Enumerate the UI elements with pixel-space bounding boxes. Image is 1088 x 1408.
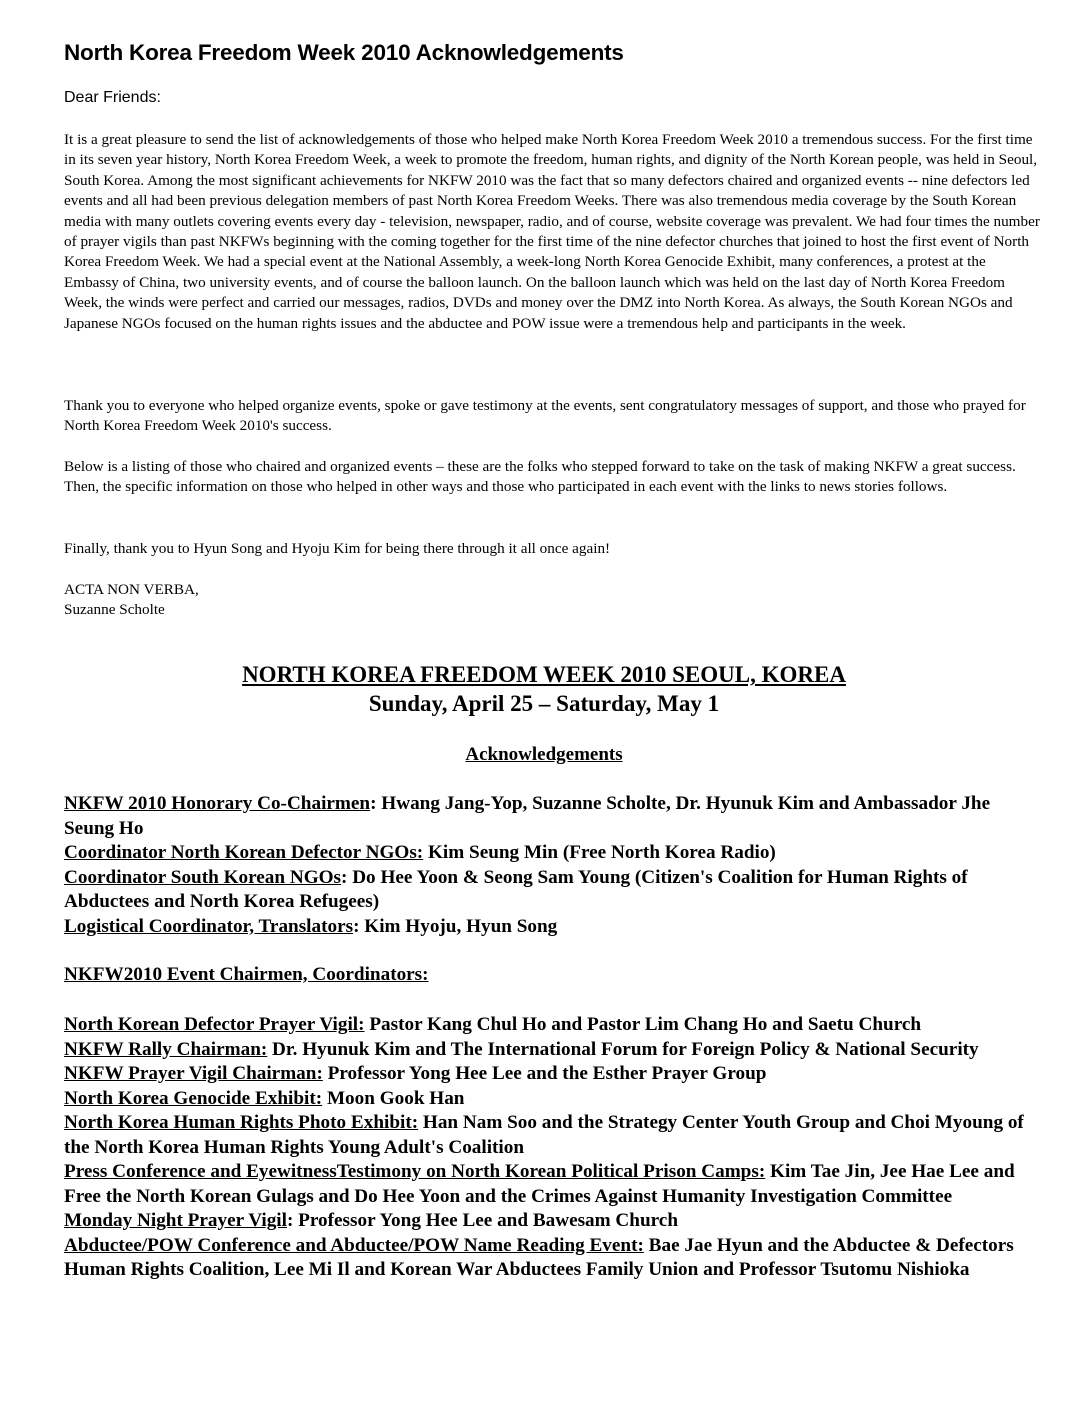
closing-phrase: ACTA NON VERBA, <box>64 581 199 598</box>
role-label: North Korea Human Rights Photo Exhibit: <box>64 1112 419 1133</box>
leadership-list <box>64 792 1044 939</box>
role-label: Press Conference and EyewitnessTestimony on North Korean Political Prison Camps: <box>64 1161 766 1182</box>
document-title: North Korea Freedom Week 2010 Acknowledgements <box>64 40 624 65</box>
role-label: Coordinator North Korean Defector NGOs: <box>64 842 424 863</box>
events-list <box>64 1013 1044 1283</box>
list-item: Logistical Coordinator, Translators: Kim Hyoju, Hyun Song <box>64 915 558 937</box>
list-item <box>64 1087 1044 1112</box>
role-label: Coordinator South Korean NGOs <box>64 866 342 888</box>
role-label: NKFW Prayer Vigil Chairman: <box>64 1063 323 1084</box>
role-names: Han Nam Soo and the Strategy Center Youth Group and Choi Myoung of the North Korea Human Rights Young Adult's Coalition <box>64 1112 1024 1158</box>
role-label: Monday Night Prayer Vigil <box>64 1210 287 1231</box>
role-names: Dr. Hyunuk Kim and The International Forum for Foreign Policy & National Security <box>272 1038 979 1060</box>
events-section-heading: NKFW2010 Event Chairmen, Coordinators: <box>64 964 429 985</box>
list-item <box>64 841 1044 866</box>
role-names: Kim Tae Jin, Jee Hae Lee and Free the North Korean Gulags and Do Hee Yoon and the Crimes Against Humanity Investigation Committee <box>64 1161 1015 1207</box>
role-names: Kim Hyoju, Hyun Song <box>364 915 558 937</box>
thanks-paragraph: Thank you to everyone who helped organize events, spoke or gave testimony at the events, sent congratulatory messages of support, and those who prayed for North Korea Freedom Week 2010's success. <box>64 397 1026 435</box>
intro-paragraph: It is a great pleasure to send the list of acknowledgements of those who helped make North Korea Freedom Week 2010 a tremendous success. For the first time in its seven year history, North Korea Freedom Week, a week to promote the freedom, human rights, and dignity of the North Korean people, was held in Seoul, South Korea. Among the most significant achievements for NKFW 2010 was the fact that so many defectors chaired and organized events -- nine defectors led events and all had been previous delegation members of past North Korea Freedom Weeks. There was also tremendous media coverage by the South Korean media with many outlets covering events every day - television, newspaper, radio, and of course, website coverage was prevalent. We had four times the number of prayer vigils than past NKFWs beginning with the coming together for the first time of the nine defector churches that joined to host the first event of North Korea Freedom Week. We had a special event at the National Assembly, a week-long North Korea Genocide Exhibit, many conferences, a protest at the Embassy of China, two university events, and of course the balloon launch. On the balloon launch which was held on the last day of North Korea Freedom Week, the winds were perfect and carried our messages, radios, DVDs and money over the DMZ into North Korea. As always, the South Korean NGOs and Japanese NGOs focused on the human rights issues and the abductee and POW issue were a tremendous help and participants in the week. <box>64 131 1040 332</box>
list-item <box>64 1013 1044 1038</box>
role-label: Abductee/POW Conference and Abductee/POW Name Reading Event: <box>64 1234 644 1256</box>
list-item <box>64 1062 1044 1087</box>
final-thanks-paragraph: Finally, thank you to Hyun Song and Hyoju Kim for being there through it all once again! <box>64 540 611 557</box>
role-names: Moon Gook Han <box>326 1087 465 1109</box>
role-names: Hwang Jang-Yop, Suzanne Scholte, Dr. Hyunuk Kim and Ambassador Jhe Seung Ho <box>64 793 991 839</box>
signature: Suzanne Scholte <box>64 601 165 619</box>
role-label: Logistical Coordinator, Translators <box>64 915 354 937</box>
role-names: Kim Seung Min (Free North Korea Radio) <box>427 842 776 863</box>
role-label: NKFW Rally Chairman: <box>64 1038 268 1060</box>
list-item <box>64 1111 1044 1160</box>
list-item <box>64 1160 1044 1209</box>
acknowledgements-heading: Acknowledgements <box>465 744 623 765</box>
signoff <box>64 580 199 621</box>
list-item <box>64 1234 1044 1283</box>
role-names: Professor Yong Hee Lee and the Esther Prayer Group <box>327 1063 767 1084</box>
role-label: NKFW 2010 Honorary Co-Chairmen <box>64 793 371 814</box>
greeting: Dear Friends: <box>64 89 161 106</box>
role-names: Do Hee Yoon & Seong Sam Young (Citizen's Coalition for Human Rights of Abductees and North Korea Refugees) <box>64 866 968 912</box>
event-dates: Sunday, April 25 – Saturday, May 1 <box>368 691 720 716</box>
list-item: Coordinator South Korean NGOs: Do Hee Yoon & Seong Sam Young (Citizen's Coalition for Human Rights of Abductees and North Korea Refugees) <box>64 866 968 912</box>
role-label: North Korea Genocide Exhibit: <box>64 1087 323 1109</box>
list-item: NKFW 2010 Honorary Co-Chairmen: Hwang Jang-Yop, Suzanne Scholte, Dr. Hyunuk Kim and Ambassador Jhe Seung Ho <box>64 793 991 839</box>
role-names: Bae Jae Hyun and the Abductee & Defectors Human Rights Coalition, Lee Mi Il and Korean War Abductees Family Union and Professor Tsutomu Nishioka <box>64 1234 1014 1280</box>
role-label: North Korean Defector Prayer Vigil: <box>64 1014 365 1035</box>
listing-paragraph: Below is a listing of those who chaired and organized events – these are the folks who stepped forward to take on the task of making NKFW a great success. Then, the specific information on those who helped in other ways and those who participated in each event with the links to news stories follows. <box>64 458 1016 496</box>
role-names: Pastor Kang Chul Ho and Pastor Lim Chang Ho and Saetu Church <box>369 1014 922 1035</box>
role-names: Professor Yong Hee Lee and Bawesam Church <box>298 1210 678 1231</box>
event-title: NORTH KOREA FREEDOM WEEK 2010 SEOUL, KOREA <box>242 662 846 687</box>
list-item <box>64 1038 1044 1063</box>
list-item: Monday Night Prayer Vigil: Professor Yong Hee Lee and Bawesam Church <box>64 1210 678 1231</box>
